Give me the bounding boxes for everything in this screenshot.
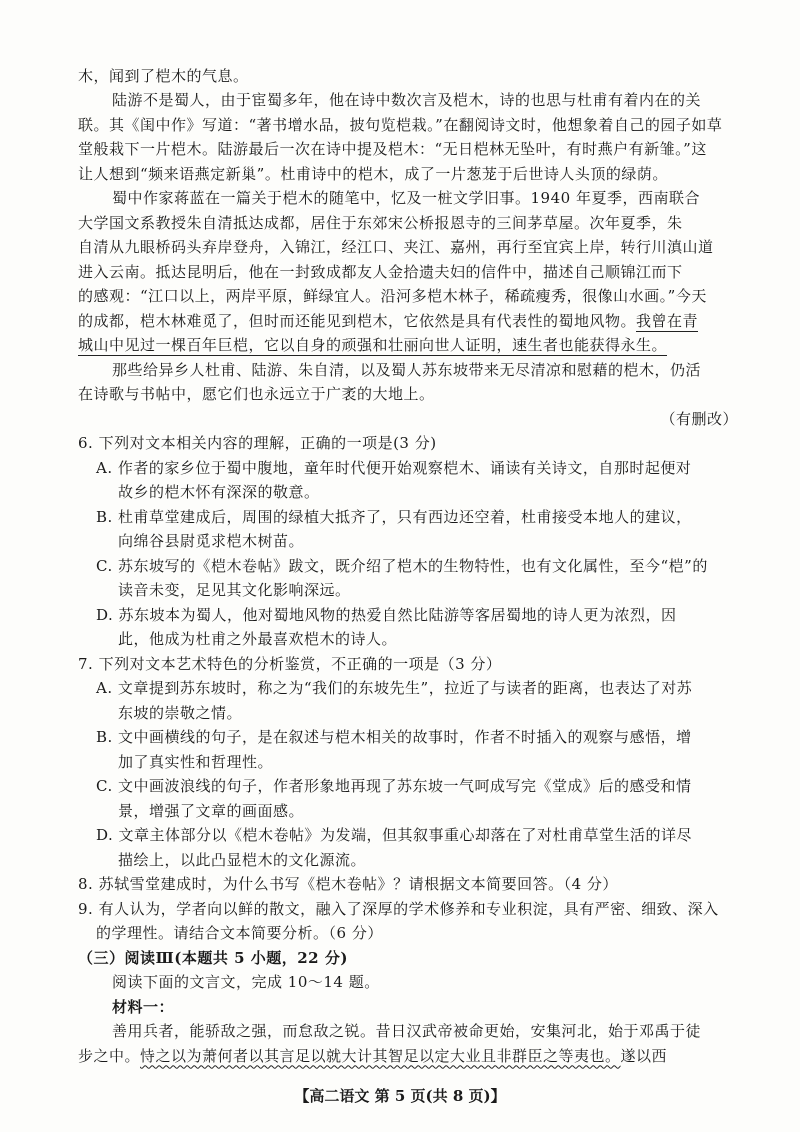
section-3-heading: （三）阅读Ⅲ(本题共 5 小题，22 分) (78, 948, 348, 967)
question-9-stem: 9. 有人认为，学者向以鲜的散文，融入了深厚的学术修养和专业积淀，具有严密、细致、深入 (78, 899, 719, 918)
question-7-stem: 7. 下列对文本艺术特色的分析鉴赏，不正确的一项是（3 分） (78, 654, 502, 673)
q7-option-d-cont: 描绘上，以此凸显桤木的文化源流。 (118, 850, 367, 869)
passage-line: 进入云南。抵达昆明后，他在一封致成都友人金拾遗夫妇的信件中，描述自己顺锦江而下 (78, 262, 683, 281)
edit-note: （有删改） (660, 409, 738, 428)
q7-option-a-cont: 东坡的崇敬之情。 (118, 703, 243, 722)
passage-line: 在诗歌与书帖中，愿它们也永远立于广袤的大地上。 (78, 385, 435, 404)
q7-option-a: A. 文章提到苏东坡时，称之为“我们的东坡先生”，拉近了与读者的距离，也表达了对苏 (96, 679, 693, 698)
section-3-instruction: 阅读下面的文言文，完成 10～14 题。 (112, 973, 380, 992)
classical-text-plain: 遂以西 (620, 1046, 668, 1065)
classical-text-line1: 善用兵者，能骄敌之强，而怠敌之锐。昔日汉武帝被命更始，安集河北，始于邓禹于徒 (112, 1022, 702, 1041)
q7-option-c-cont: 景，增强了文章的画面感。 (118, 801, 305, 820)
q7-option-b-cont: 加了真实性和哲理性。 (118, 752, 274, 771)
q6-option-c: C. 苏东坡写的《桤木卷帖》跋文，既介绍了桤木的生物特性，也有文化属性，至今“桤”的 (96, 556, 708, 575)
classical-text-line2 (78, 1046, 667, 1066)
passage-line (78, 311, 698, 331)
wavy-underlined-sentence: 恃之以为萧何者以其言足以就大计其智足以定大业且非群臣之等夷也。 (140, 1046, 621, 1065)
passage-line: 那些给异乡人杜甫、陆游、朱自清，以及蜀人苏东坡带来无尽清凉和慰藉的桤木，仍活 (112, 360, 702, 379)
underlined-sentence-part1: 我曾在青 (636, 311, 699, 330)
passage-line: 大学国文系教授朱自清抵达成都，居住于东郊宋公桥报恩寺的三间茅草屋。次年夏季，朱 (78, 213, 683, 232)
passage-line (78, 335, 667, 355)
material-label: 材料一： (112, 997, 175, 1016)
question-9-cont: 的学理性。请结合文本简要分析。（6 分） (96, 924, 383, 943)
q6-option-d: D. 苏东坡本为蜀人，他对蜀地风物的热爱自然比陆游等客居蜀地的诗人更为浓烈，因 (96, 605, 677, 624)
q7-option-b: B. 文中画横线的句子，是在叙述与桤木相关的故事时，作者不时插入的观察与感悟，增 (96, 728, 692, 747)
passage-line: 让人想到“频来语燕定新巢”。杜甫诗中的桤木，成了一片葱茏于后世诗人头顶的绿荫。 (78, 164, 668, 183)
passage-line: 陆游不是蜀人，由于宦蜀多年，他在诗中数次言及桤木，诗的也思与杜甫有着内在的关 (112, 91, 702, 110)
q6-option-c-cont: 读音未变，足见其文化影响深远。 (118, 581, 351, 600)
passage-line: 联。其《闺中作》写道：“著书增水品，披句览桤栽。”在翻阅诗文时，他想象着自己的园子如草 (78, 115, 723, 134)
question-6-stem: 6. 下列对文本相关内容的理解，正确的一项是(3 分) (78, 434, 437, 453)
q6-option-a-cont: 故乡的桤木怀有深深的敬意。 (118, 483, 320, 502)
page-footer: 【高二语文 第 5 页(共 8 页)】 (294, 1087, 506, 1105)
q6-option-b-cont: 向绵谷县尉觅求桤木树苗。 (118, 532, 305, 551)
question-8-stem: 8. 苏轼雪堂建成时，为什么书写《桤木卷帖》？请根据文本简要回答。（4 分） (78, 875, 618, 894)
q6-option-d-cont: 此，他成为杜甫之外最喜欢桤木的诗人。 (118, 630, 398, 649)
q6-option-b: B. 杜甫草堂建成后，周围的绿植大抵齐了，只有西边还空着，杜甫接受本地人的建议， (96, 507, 692, 526)
passage-line: 的感观：“江口以上，两岸平原，鲜绿宜人。沿河多桤木林子，稀疏瘦秀，很像山水画。”今天 (78, 287, 707, 306)
passage-text: 的成都，桤木林难觅了，但时而还能见到桤木，它依然是具有代表性的蜀地风物。 (78, 311, 637, 330)
passage-line: 自清从九眼桥码头弃岸登舟，入锦江，经江口、夹江、嘉州，再行至宜宾上岸，转行川滇山道 (78, 238, 714, 257)
passage-line: 堂般栽下一片桤木。陆游最后一次在诗中提及桤木：“无日桤林无坠叶，有时燕户有新雏。”这 (78, 140, 707, 159)
passage-line: 木，闻到了桤木的气息。 (78, 67, 249, 85)
q7-option-c: C. 文中画波浪线的句子，作者形象地再现了苏东坡一气呵成写完《堂成》后的感受和情 (96, 777, 692, 796)
passage-line: 蜀中作家蒋蓝在一篇关于桤木的随笔中，忆及一桩文学旧事。1940 年夏季，西南联合 (112, 189, 700, 208)
q6-option-a: A. 作者的家乡位于蜀中腹地，童年时代便开始观察桤木、诵读有关诗文，自那时起便对 (96, 458, 692, 477)
classical-text-plain: 步之中。 (78, 1046, 141, 1065)
underlined-sentence-part2: 城山中见过一棵百年巨桤，它以自身的顽强和壮丽向世人证明，速生者也能获得永生。 (78, 336, 668, 355)
q7-option-d: D. 文章主体部分以《桤木卷帖》为发端，但其叙事重心却落在了对杜甫草堂生活的详尽 (96, 826, 693, 845)
